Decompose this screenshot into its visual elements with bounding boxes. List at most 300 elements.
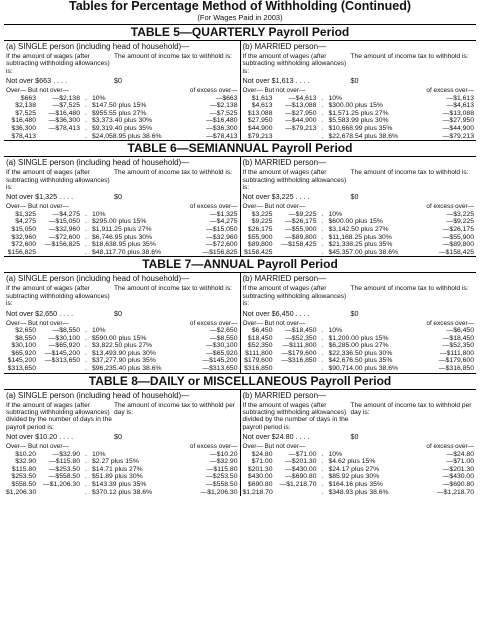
but-not-over-header: But not over— xyxy=(28,319,69,327)
tax-to-withhold-label: The amount of income tax to withhold is: xyxy=(350,169,469,177)
bracket-excess-over: —$27,950 xyxy=(442,117,474,125)
bracket-but-not-over: —$7,525 xyxy=(52,102,80,110)
leader-dot: . xyxy=(85,458,87,466)
bracket-excess-over: —$313,650 xyxy=(202,364,238,372)
wages-condition-label: If the amount of wages (after subtracting withholding allowances) is: xyxy=(6,53,110,75)
single-heading: (a) SINGLE person (including head of household)— xyxy=(6,158,190,168)
but-not-over-header: But not over— xyxy=(28,443,69,451)
bracket-tax: $11,168.25 plus 30% xyxy=(328,233,392,241)
bracket-over: $316,850 xyxy=(244,364,273,372)
bracket-but-not-over: —$55,900 xyxy=(285,226,317,233)
bracket-excess-over: —$6,450 xyxy=(446,327,474,334)
bracket-but-not-over xyxy=(36,249,80,257)
bracket-row xyxy=(243,95,475,103)
not-over-row xyxy=(6,309,238,319)
excess-over-header: of excess over— xyxy=(426,319,474,327)
bracket-over: $10.20 xyxy=(15,450,36,458)
married-heading: (b) MARRIED person— xyxy=(242,158,327,168)
not-over-row xyxy=(6,192,238,202)
leader-dot: . xyxy=(85,488,87,496)
payroll-table-section xyxy=(4,373,476,497)
table-columns xyxy=(4,272,476,372)
leader-dot: . xyxy=(321,226,324,233)
not-over-amount: $0 xyxy=(350,308,359,318)
bracket-row xyxy=(6,234,238,242)
leader-dot: . xyxy=(321,233,324,241)
married-heading: (b) MARRIED person— xyxy=(242,274,327,284)
bracket-over: $18,450 xyxy=(247,334,273,342)
over-header: Over— xyxy=(242,319,263,327)
over-header: Over— xyxy=(6,203,27,211)
bracket-tax: $37,277.90 plus 35% xyxy=(92,357,156,365)
leader-dot: . xyxy=(85,241,87,249)
bracket-excess-over: —$663 xyxy=(215,94,238,102)
bracket-over: $32.90 xyxy=(15,458,36,466)
bracket-over: $71.00 xyxy=(251,458,273,466)
bracket-but-not-over: —$115.80 xyxy=(49,458,80,466)
leader-dot: . xyxy=(85,94,87,102)
bracket-but-not-over: —$430.00 xyxy=(285,465,317,473)
bracket-tax: $42,676.50 plus 35% xyxy=(328,357,393,365)
bracket-tax: $600.00 plus 15% xyxy=(328,218,383,226)
bracket-tax: $21,338.25 plus 35% xyxy=(328,241,393,249)
bracket-but-not-over: —$79,213 xyxy=(285,125,317,132)
bracket-row xyxy=(6,481,238,489)
bracket-tax: 10% xyxy=(328,327,343,334)
not-over-amount: $0 xyxy=(114,308,122,318)
bracket-but-not-over: —$316,850 xyxy=(281,357,317,365)
bracket-excess-over: —$156,825 xyxy=(202,248,238,256)
bracket-column-headers xyxy=(243,87,475,94)
bracket-excess-over: —$4,613 xyxy=(446,102,474,110)
leader-dot: . xyxy=(85,117,87,125)
leader-dot: . xyxy=(321,357,324,365)
bracket-but-not-over xyxy=(273,133,317,141)
bracket-excess-over: —$115.80 xyxy=(206,465,238,473)
bracket-row xyxy=(243,458,475,466)
not-over-row xyxy=(6,432,238,442)
bracket-but-not-over xyxy=(36,489,80,497)
bracket-row xyxy=(6,95,238,103)
condition-labels xyxy=(243,53,475,75)
tables-container xyxy=(4,24,476,496)
bracket-over: $690.80 xyxy=(247,480,273,488)
leader-dot: . xyxy=(321,210,324,218)
bracket-row xyxy=(243,335,475,343)
not-over-threshold: Not over $663 . . . . xyxy=(6,76,68,86)
bracket-row xyxy=(6,489,238,497)
table-columns xyxy=(4,156,476,256)
bracket-but-not-over: —$1,218.70 xyxy=(279,480,317,488)
leader-dot: . xyxy=(85,465,87,473)
bracket-tax: $96,235.40 plus 38.6% xyxy=(92,364,162,372)
bracket-over: $24.80 xyxy=(251,450,273,458)
leader-dot: . xyxy=(321,458,324,466)
leader-dot: . xyxy=(85,109,87,117)
bracket-excess-over: —$145,200 xyxy=(202,357,238,365)
bracket-over: $4,613 xyxy=(251,102,273,110)
bracket-excess-over: —$15,050 xyxy=(206,226,238,233)
wages-condition-label: If the amount of wages (after subtracting withholding allowances) divided by the number of days in the payroll period is: xyxy=(6,401,112,431)
bracket-row xyxy=(243,327,475,335)
bracket-over: $44,900 xyxy=(247,125,273,132)
bracket-over: $3,225 xyxy=(251,210,273,218)
bracket-over: $27,950 xyxy=(247,117,273,125)
table-columns xyxy=(4,389,476,497)
bracket-tax: 10% xyxy=(92,210,106,218)
bracket-over: $89,800 xyxy=(247,241,273,249)
bracket-over: $9,225 xyxy=(251,218,273,226)
bracket-excess-over: —$16,480 xyxy=(206,117,238,125)
condition-labels xyxy=(6,285,238,307)
bracket-row xyxy=(243,241,475,249)
leader-dot: . xyxy=(85,210,87,218)
bracket-row xyxy=(6,226,238,234)
bracket-over: $6,450 xyxy=(251,327,273,334)
bracket-excess-over: —$52,350 xyxy=(442,342,474,350)
bracket-tax: $6,285.00 plus 27% xyxy=(328,342,389,350)
leader-dot: . xyxy=(321,342,324,350)
bracket-tax: $24.17 plus 27% xyxy=(328,465,380,473)
bracket-excess-over: —$79,213 xyxy=(442,132,474,140)
bracket-but-not-over: —$30,100 xyxy=(48,334,80,342)
bracket-but-not-over: —$16,480 xyxy=(48,109,80,117)
married-heading: (b) MARRIED person— xyxy=(242,42,327,51)
not-over-amount: $0 xyxy=(350,76,359,86)
bracket-row xyxy=(243,350,475,358)
bracket-tax: $13,493.90 plus 30% xyxy=(92,349,156,357)
excess-over-header: of excess over— xyxy=(189,443,238,451)
bracket-over: $13,088 xyxy=(247,109,273,117)
bracket-but-not-over: —$44,900 xyxy=(285,117,317,125)
leader-dot: . xyxy=(85,218,87,226)
bracket-tax: $295.00 plus 15% xyxy=(92,218,147,226)
but-not-over-header: But not over— xyxy=(264,87,306,95)
leader-dot: . xyxy=(85,226,87,233)
bracket-but-not-over: —$72,600 xyxy=(48,233,80,241)
bracket-excess-over: —$26,175 xyxy=(442,226,474,233)
table-title: TABLE 5—QUARTERLY Payroll Period xyxy=(130,25,350,39)
bracket-tax: $300.00 plus 15% xyxy=(328,102,383,110)
excess-over-header: of excess over— xyxy=(189,319,238,327)
bracket-tax: $164.16 plus 35% xyxy=(328,480,383,488)
single-column xyxy=(4,41,241,140)
bracket-excess-over: —$65,920 xyxy=(206,349,238,357)
bracket-tax: $6,746.95 plus 30% xyxy=(92,233,153,241)
not-over-amount: $0 xyxy=(350,192,359,202)
bracket-row xyxy=(243,473,475,481)
bracket-row xyxy=(243,110,475,118)
bracket-row xyxy=(6,327,238,335)
bracket-row xyxy=(6,342,238,350)
bracket-but-not-over: —$65,920 xyxy=(48,342,80,350)
bracket-row xyxy=(6,125,238,133)
wages-condition-label: If the amount of wages (after subtracting withholding allowances) is: xyxy=(6,169,110,191)
leader-dot: . xyxy=(85,248,87,256)
bracket-row xyxy=(243,117,475,125)
leader-dot: . xyxy=(85,473,87,481)
bracket-over: $1,206.30 xyxy=(6,488,37,496)
condition-labels xyxy=(6,53,238,75)
bracket-excess-over: —$1,325 xyxy=(209,210,238,218)
bracket-tax: $18,638.95 plus 35% xyxy=(92,241,156,249)
bracket-tax: $955.55 plus 27% xyxy=(92,109,147,117)
but-not-over-header: But not over— xyxy=(264,443,306,451)
bracket-tax: $90,714.00 plus 38.6% xyxy=(328,364,399,372)
bracket-row xyxy=(243,466,475,474)
bracket-row xyxy=(6,466,238,474)
bracket-but-not-over: —$89,800 xyxy=(285,233,317,241)
not-over-row xyxy=(243,309,475,319)
bracket-but-not-over: —$27,950 xyxy=(285,109,317,117)
bracket-over: $158,425 xyxy=(244,248,273,256)
table-columns xyxy=(4,40,476,140)
bracket-row xyxy=(243,365,475,373)
leader-dot: . xyxy=(321,364,324,372)
leader-dot: . xyxy=(321,132,324,140)
but-not-over-header: But not over— xyxy=(264,203,306,211)
married-heading: (b) MARRIED person— xyxy=(242,390,327,400)
bracket-over: $145,200 xyxy=(7,357,36,365)
bracket-but-not-over xyxy=(36,133,80,141)
bracket-but-not-over xyxy=(36,365,80,373)
bracket-column-headers xyxy=(6,87,238,94)
wages-condition-label: If the amount of wages (after subtracting withholding allowances) is: xyxy=(242,169,347,191)
not-over-amount: $0 xyxy=(350,432,359,442)
bracket-over: $30,100 xyxy=(11,342,36,350)
bracket-tax: $590.00 plus 15% xyxy=(92,334,147,342)
bracket-excess-over: —$89,800 xyxy=(442,241,474,249)
bracket-but-not-over xyxy=(273,489,317,497)
tax-to-withhold-label: The amount of income tax to withhold per day is: xyxy=(114,401,235,416)
condition-labels xyxy=(243,285,475,307)
table-title: TABLE 7—ANNUAL Payroll Period xyxy=(142,257,338,272)
bracket-tax: $45,357.00 plus 38.6% xyxy=(328,248,399,256)
bracket-tax: $14.71 plus 27% xyxy=(92,465,143,473)
tax-to-withhold-label: The amount of income tax to withhold is: xyxy=(350,285,469,293)
bracket-over: $4,275 xyxy=(15,218,36,226)
payroll-table-section xyxy=(4,140,476,256)
table-title: TABLE 8—DAILY or MISCELLANEOUS Payroll Period xyxy=(88,373,392,388)
bracket-tax: 10% xyxy=(92,450,106,458)
bracket-column-headers xyxy=(6,203,238,210)
bracket-excess-over: —$8,550 xyxy=(209,334,238,342)
bracket-over: $32,960 xyxy=(11,233,36,241)
bracket-row xyxy=(243,226,475,234)
bracket-but-not-over: —$15,050 xyxy=(48,218,80,226)
bracket-over: $201.30 xyxy=(247,465,273,473)
bracket-row xyxy=(6,241,238,249)
bracket-excess-over: —$158,425 xyxy=(438,248,474,256)
bracket-tax: $22,678.54 plus 38.6% xyxy=(328,132,399,140)
single-heading: (a) SINGLE person (including head of household)— xyxy=(6,390,190,400)
bracket-column-headers xyxy=(6,443,238,450)
wages-condition-label: If the amount of wages (after subtracting withholding allowances) is: xyxy=(6,285,110,308)
bracket-excess-over: —$4,275 xyxy=(209,218,238,226)
bracket-row xyxy=(6,451,238,459)
bracket-tax: $1,571.25 plus 27% xyxy=(328,109,389,117)
bracket-but-not-over: —$26,175 xyxy=(285,218,317,226)
married-column xyxy=(241,41,477,140)
single-heading: (a) SINGLE person (including head of household)— xyxy=(6,274,190,284)
leader-dot: . xyxy=(321,334,324,342)
bracket-but-not-over: —$8,550 xyxy=(52,327,80,334)
wages-condition-label: If the amount of wages (after subtracting withholding allowances) is: xyxy=(242,53,347,75)
bracket-excess-over: —$44,900 xyxy=(442,125,474,132)
bracket-but-not-over: —$179,600 xyxy=(281,349,317,357)
wages-condition-label: If the amount of wages (after subtracting withholding allowances) divided by the number of days in the payroll period is: xyxy=(242,401,349,431)
bracket-row xyxy=(6,117,238,125)
bracket-tax: $1,200.00 plus 15% xyxy=(328,334,389,342)
bracket-over: $55,900 xyxy=(247,233,273,241)
bracket-over: $253.50 xyxy=(11,473,36,481)
bracket-over: $26,175 xyxy=(247,226,273,233)
bracket-over: $2,650 xyxy=(15,327,36,334)
leader-dot: . xyxy=(85,334,87,342)
page-subtitle: (For Wages Paid in 2003) xyxy=(197,13,283,22)
bracket-but-not-over: —$690.80 xyxy=(285,473,317,481)
bracket-excess-over: —$111,800 xyxy=(439,349,474,357)
tax-to-withhold-label: The amount of income tax to withhold is: xyxy=(114,53,233,60)
bracket-row xyxy=(243,342,475,350)
bracket-column-headers xyxy=(243,203,475,210)
bracket-row xyxy=(6,357,238,365)
bracket-excess-over: —$36,300 xyxy=(206,125,238,132)
bracket-excess-over: —$316,850 xyxy=(438,364,474,372)
bracket-but-not-over: —$36,300 xyxy=(48,117,80,125)
bracket-row xyxy=(243,489,475,497)
excess-over-header: of excess over— xyxy=(426,443,474,451)
bracket-excess-over: —$1,206.30 xyxy=(200,488,238,496)
bracket-excess-over: —$3,225 xyxy=(446,210,474,218)
condition-labels xyxy=(6,169,238,191)
leader-dot: . xyxy=(321,248,324,256)
not-over-amount: $0 xyxy=(114,192,122,202)
bracket-tax: $51.89 plus 30% xyxy=(92,473,143,481)
leader-dot: . xyxy=(321,488,324,496)
bracket-but-not-over: —$2,138 xyxy=(52,94,80,102)
not-over-threshold: Not over $3,225 . . . . xyxy=(242,192,310,202)
bracket-row xyxy=(6,335,238,343)
bracket-excess-over: —$55,900 xyxy=(442,233,474,241)
leader-dot: . xyxy=(321,480,324,488)
bracket-tax: $4.62 plus 15% xyxy=(328,458,376,466)
excess-over-header: of excess over— xyxy=(189,203,238,211)
tax-to-withhold-label: The amount of income tax to withhold per day is: xyxy=(350,401,472,416)
bracket-but-not-over: —$156,825 xyxy=(44,241,80,249)
but-not-over-header: But not over— xyxy=(28,203,69,211)
bracket-row xyxy=(6,350,238,358)
bracket-excess-over: —$179,600 xyxy=(438,357,474,365)
bracket-tax: $348.93 plus 38.6% xyxy=(328,488,389,496)
not-over-threshold: Not over $1,613 . . . . xyxy=(242,76,310,86)
bracket-tax: $1,911.25 plus 27% xyxy=(92,226,152,233)
not-over-row xyxy=(243,76,475,86)
bracket-tax: $48,117.70 plus 38.6% xyxy=(92,248,162,256)
not-over-threshold: Not over $24.80 . . . . xyxy=(242,432,310,442)
married-column xyxy=(241,390,477,497)
condition-labels xyxy=(243,402,475,432)
bracket-excess-over: —$78,413 xyxy=(206,132,238,140)
bracket-row xyxy=(243,249,475,257)
leader-dot: . xyxy=(321,117,324,125)
leader-dot: . xyxy=(85,233,87,241)
bracket-tax: $9,319.40 plus 35% xyxy=(92,125,153,132)
bracket-row xyxy=(6,133,238,141)
bracket-column-headers xyxy=(243,443,475,450)
not-over-row xyxy=(6,76,238,86)
over-header: Over— xyxy=(6,87,27,95)
leader-dot: . xyxy=(85,327,87,334)
bracket-over: $79,213 xyxy=(247,132,273,140)
bracket-row xyxy=(6,211,238,219)
bracket-excess-over: —$1,613 xyxy=(446,94,474,102)
bracket-but-not-over: —$71.00 xyxy=(288,450,317,458)
leader-dot: . xyxy=(85,480,87,488)
over-header: Over— xyxy=(6,319,27,327)
married-column xyxy=(241,157,477,256)
bracket-over: $313,650 xyxy=(7,364,36,372)
bracket-over: $156,825 xyxy=(7,248,36,256)
single-column xyxy=(4,157,241,256)
bracket-row xyxy=(6,110,238,118)
bracket-excess-over: —$71.00 xyxy=(446,458,474,466)
bracket-tax: $143.39 plus 35% xyxy=(92,480,147,488)
bracket-tax: $5,583.99 plus 30% xyxy=(328,117,389,125)
bracket-but-not-over: —$13,088 xyxy=(285,102,317,110)
bracket-tax: $24,058.95 plus 38.6% xyxy=(92,132,162,140)
single-heading: (a) SINGLE person (including head of household)— xyxy=(6,42,190,51)
bracket-but-not-over: —$78,413 xyxy=(48,125,80,132)
leader-dot: . xyxy=(321,109,324,117)
bracket-over: $558.50 xyxy=(11,480,36,488)
leader-dot: . xyxy=(321,241,324,249)
bracket-over: $430.00 xyxy=(247,473,273,481)
bracket-but-not-over: —$52,350 xyxy=(285,334,317,342)
bracket-tax: $370.12 plus 38.6% xyxy=(92,488,153,496)
bracket-excess-over: —$430.00 xyxy=(442,473,474,481)
payroll-table-section xyxy=(4,256,476,372)
bracket-but-not-over: —$32.90 xyxy=(52,450,80,458)
bracket-tax: $147.50 plus 15% xyxy=(92,102,147,110)
over-header: Over— xyxy=(242,87,263,95)
leader-dot: . xyxy=(321,327,324,334)
tax-to-withhold-label: The amount of income tax to withhold is: xyxy=(350,53,469,60)
not-over-threshold: Not over $10.20 . . . . xyxy=(6,432,74,442)
bracket-over: $36,300 xyxy=(11,125,36,132)
bracket-over: $8,550 xyxy=(15,334,36,342)
bracket-excess-over: —$690.80 xyxy=(442,480,474,488)
bracket-over: $179,600 xyxy=(244,357,273,365)
not-over-amount: $0 xyxy=(114,432,122,442)
excess-over-header: of excess over— xyxy=(426,203,474,211)
payroll-table-section xyxy=(4,24,476,140)
bracket-over: $78,413 xyxy=(11,132,36,140)
bracket-excess-over: —$2,138 xyxy=(209,102,238,110)
married-column xyxy=(241,273,477,372)
bracket-tax: 10% xyxy=(328,94,343,102)
leader-dot: . xyxy=(85,125,87,132)
leader-dot: . xyxy=(85,342,87,350)
not-over-row xyxy=(243,192,475,202)
bracket-row xyxy=(6,102,238,110)
bracket-tax: $10,668.99 plus 35% xyxy=(328,125,393,132)
leader-dot: . xyxy=(321,473,324,481)
bracket-tax: $22,336.50 plus 30% xyxy=(328,349,393,357)
over-header: Over— xyxy=(6,443,27,451)
bracket-row xyxy=(6,365,238,373)
leader-dot: . xyxy=(321,94,324,102)
